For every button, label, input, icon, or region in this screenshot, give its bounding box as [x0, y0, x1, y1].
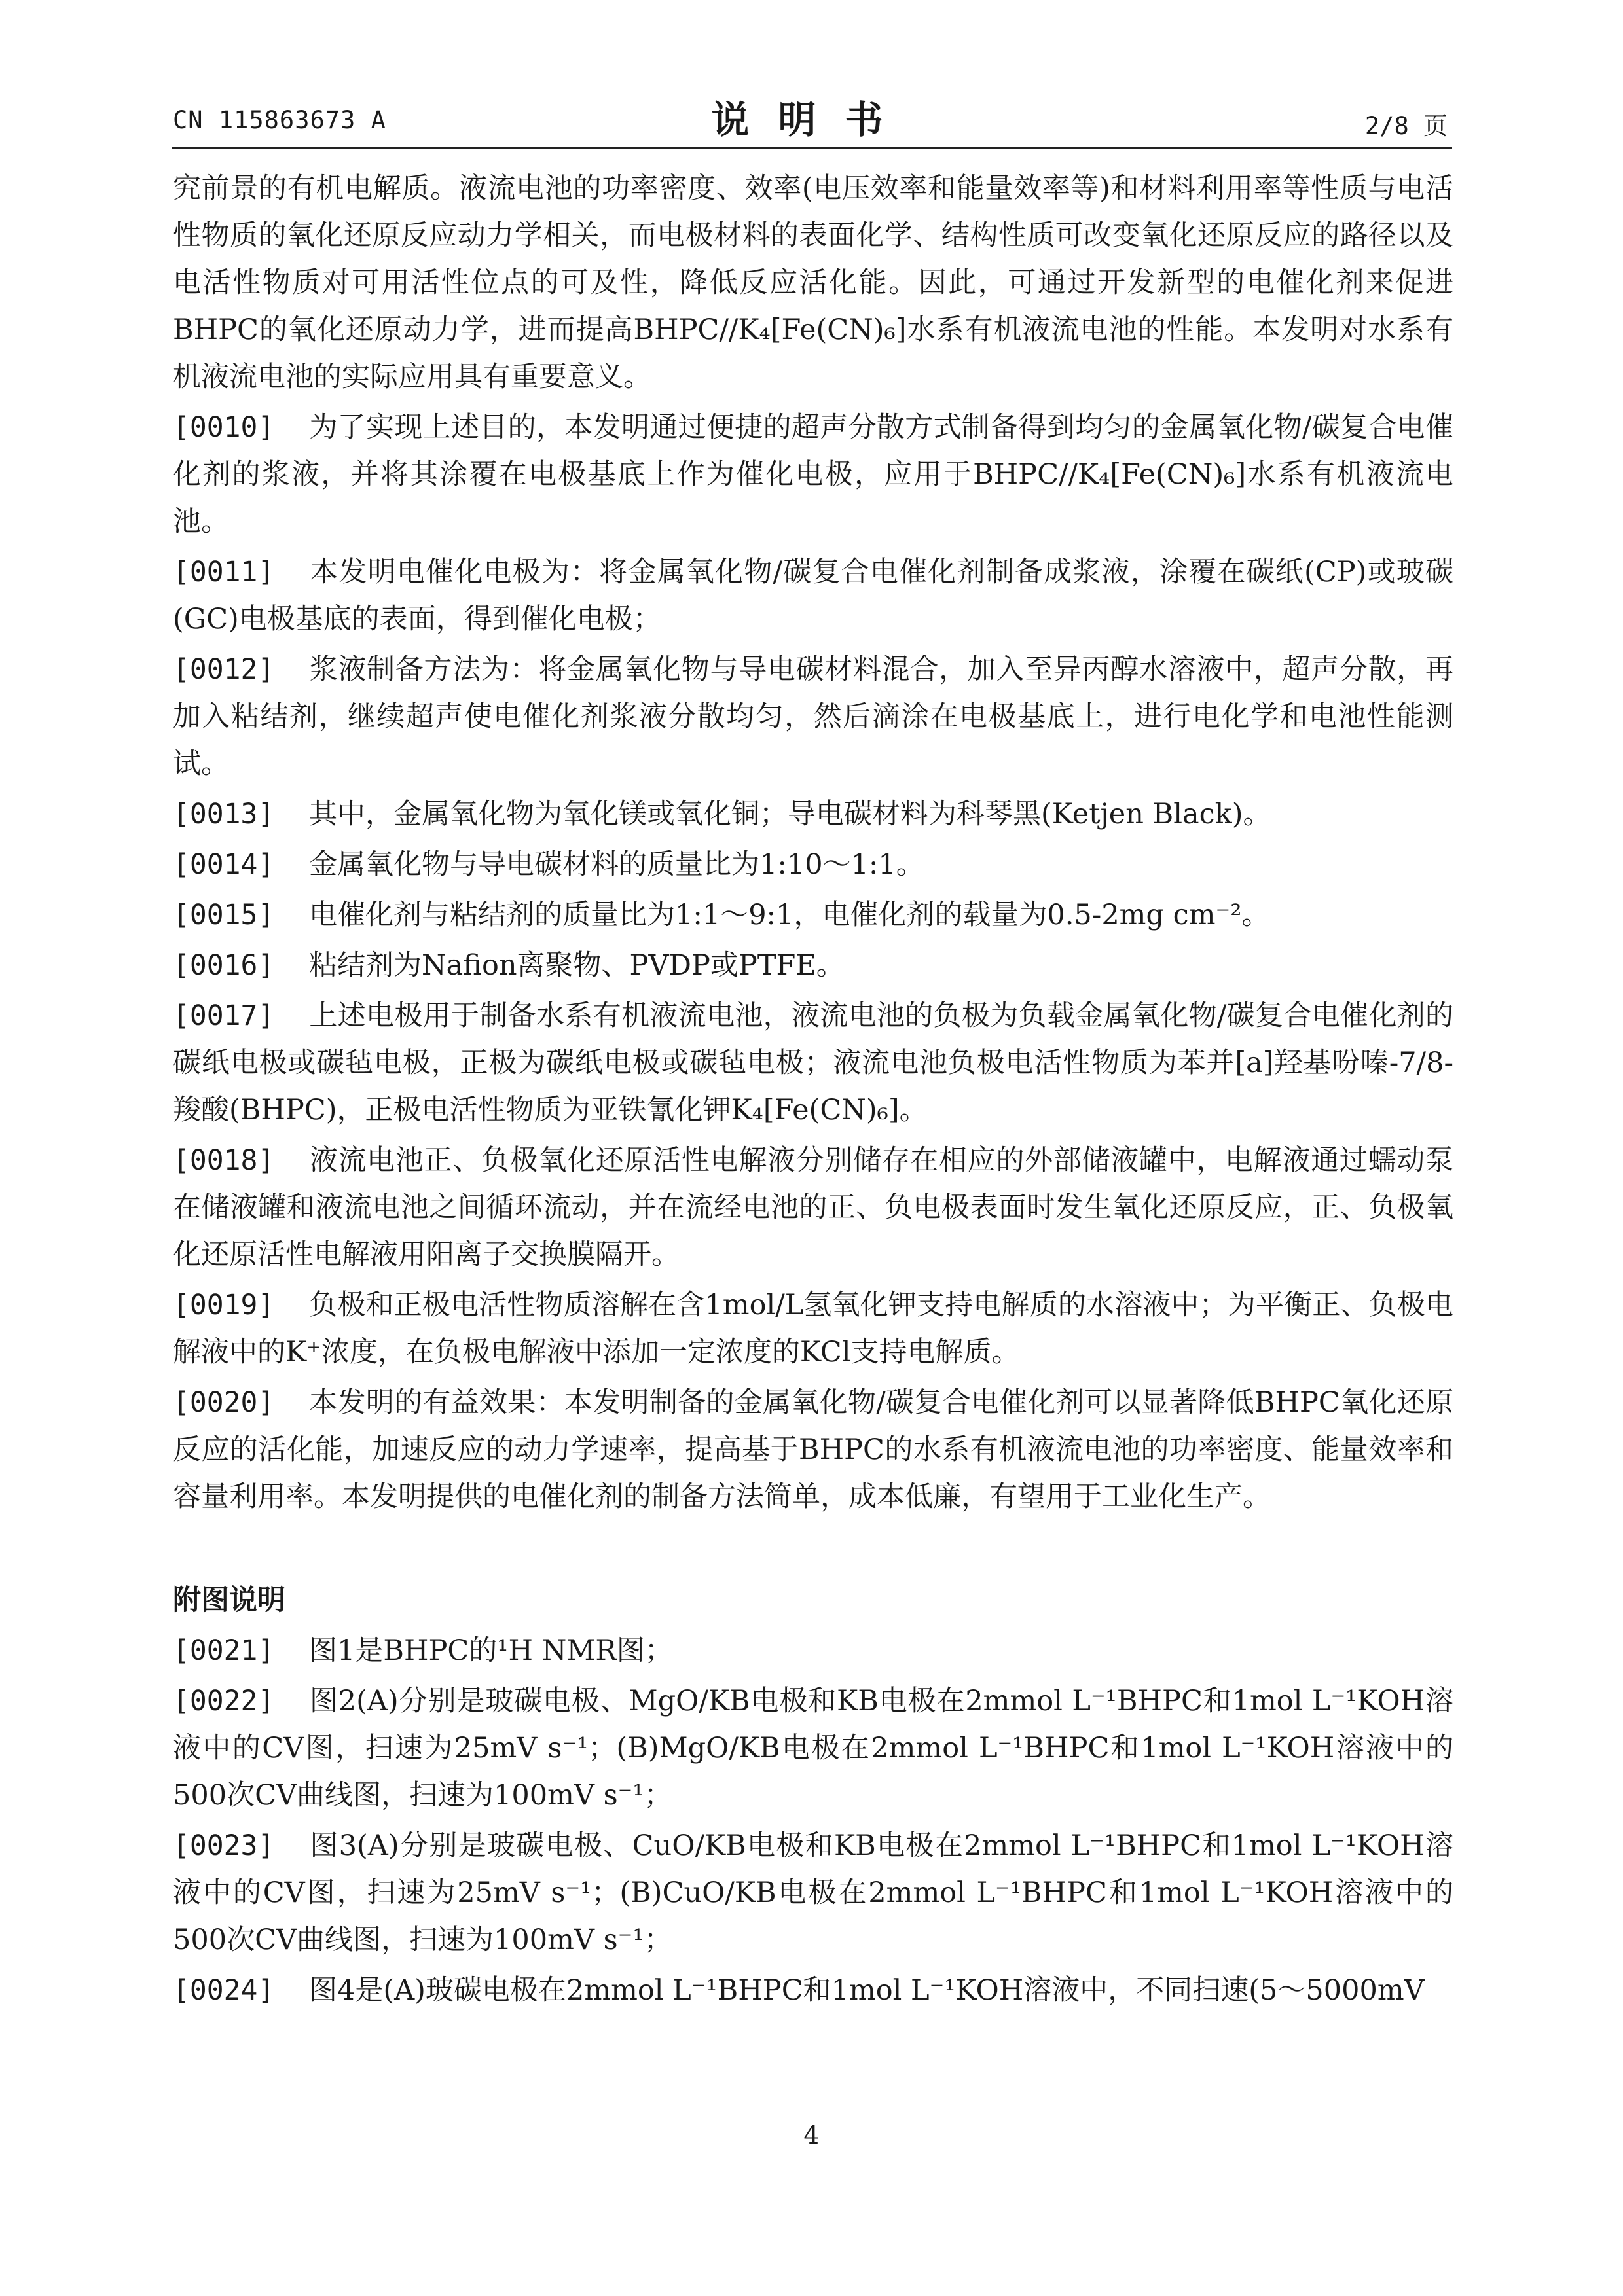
paragraph-0012 — [173, 646, 1453, 787]
document-body — [173, 165, 1453, 2017]
publication-number: CN 115863673 A — [173, 106, 386, 134]
paragraph-text: 上述电极用于制备水系有机液流电池，液流电池的负极为负载金属氧化物/碳复合电催化剂的碳纸电极或碳毡电极，正极为碳纸电极或碳毡电极；液流电池负极电活性物质为苯并[a]羟基吩嗪-7/8-羧酸(BHPC)，正极电活性物质为亚铁氰化钾K₄[Fe(CN)₆]。 — [173, 999, 1453, 1126]
paragraph-number: [0023] — [173, 1829, 275, 1862]
paragraph-0019 — [173, 1282, 1453, 1376]
paragraph-number: [0010] — [173, 411, 275, 444]
paragraph-text: 图4是(A)玻碳电极在2mmol L⁻¹BHPC和1mol L⁻¹KOH溶液中，不同扫速(5～5000mV — [309, 1974, 1425, 2007]
paragraph-text: 图3(A)分别是玻碳电极、CuO/KB电极和KB电极在2mmol L⁻¹BHPC和1mol L⁻¹KOH溶液中的CV图，扫速为25mV s⁻¹；(B)CuO/KB电极在2mmol L⁻¹BHPC和1mol L⁻¹KOH溶液中的500次CV曲线图，扫速为100mV s⁻¹； — [173, 1829, 1453, 1956]
paragraph-text: 金属氧化物与导电碳材料的质量比为1:10～1:1。 — [309, 848, 924, 881]
paragraph-0016 — [173, 942, 1453, 989]
paragraph-text: 浆液制备方法为：将金属氧化物与导电碳材料混合，加入至异丙醇水溶液中，超声分散，再加入粘结剂，继续超声使电催化剂浆液分散均匀，然后滴涂在电极基底上，进行电化学和电池性能测试。 — [173, 653, 1453, 780]
paragraph-0015 — [173, 891, 1453, 939]
paragraph-text: 负极和正极电活性物质溶解在含1mol/L氢氧化钾支持电解质的水溶液中；为平衡正、负极电解液中的K⁺浓度，在负极电解液中添加一定浓度的KCl支持电解质。 — [173, 1289, 1453, 1369]
paragraph-0024 — [173, 1967, 1453, 2014]
paragraph-text: 其中，金属氧化物为氧化镁或氧化铜；导电碳材料为科琴黑(Ketjen Black)。 — [309, 798, 1271, 831]
paragraph-number: [0022] — [173, 1685, 275, 1717]
paragraph-number: [0014] — [173, 848, 275, 881]
page-info: 2/8 页 — [1364, 112, 1448, 140]
paragraph-text: 本发明的有益效果：本发明制备的金属氧化物/碳复合电催化剂可以显著降低BHPC氧化还原反应的活化能，加速反应的动力学速率，提高基于BHPC的水系有机液流电池的功率密度、能量效率和容量利用率。本发明提供的电催化剂的制备方法简单，成本低廉，有望用于工业化生产。 — [173, 1386, 1453, 1513]
header-divider — [172, 147, 1452, 149]
paragraph-number: [0012] — [173, 653, 275, 686]
paragraph-0011 — [173, 548, 1453, 643]
document-title: 说明书 — [711, 98, 912, 142]
paragraph-0014 — [173, 841, 1453, 888]
paragraph-0022 — [173, 1677, 1453, 1819]
paragraph-number: [0024] — [173, 1974, 275, 2007]
paragraph-number: [0017] — [173, 999, 275, 1032]
paragraph-0023 — [173, 1822, 1453, 1964]
paragraph-number: [0018] — [173, 1144, 275, 1177]
paragraph-number: [0020] — [173, 1386, 275, 1419]
paragraph-number: [0011] — [173, 556, 275, 588]
paragraph-text: 为了实现上述目的，本发明通过便捷的超声分散方式制备得到均匀的金属氧化物/碳复合电催化剂的浆液，并将其涂覆在电极基底上作为催化电极，应用于BHPC//K₄[Fe(CN)₆]水系有机液流电池。 — [173, 411, 1453, 538]
paragraph-0020 — [173, 1379, 1453, 1520]
paragraph-number: [0016] — [173, 949, 275, 982]
paragraph-number: [0021] — [173, 1634, 275, 1667]
paragraph-0017 — [173, 992, 1453, 1134]
paragraph-0021 — [173, 1627, 1453, 1674]
paragraph-text: 图2(A)分别是玻碳电极、MgO/KB电极和KB电极在2mmol L⁻¹BHPC和1mol L⁻¹KOH溶液中的CV图，扫速为25mV s⁻¹；(B)MgO/KB电极在2mmol L⁻¹BHPC和1mol L⁻¹KOH溶液中的500次CV曲线图，扫速为100mV s⁻¹； — [173, 1685, 1453, 1812]
paragraph-0010 — [173, 404, 1453, 545]
paragraph-number: [0013] — [173, 798, 275, 831]
paragraph-0013 — [173, 791, 1453, 838]
paragraph-text: 粘结剂为Nafion离聚物、PVDP或PTFE。 — [309, 949, 845, 982]
paragraph-number: [0015] — [173, 899, 275, 931]
section-heading: 附图说明 — [173, 1584, 285, 1617]
continuation-paragraph: 究前景的有机电解质。液流电池的功率密度、效率(电压效率和能量效率等)和材料利用率等性质与电活性物质的氧化还原反应动力学相关，而电极材料的表面化学、结构性质可改变氧化还原反应的路径以及电活性物质对可用活性位点的可及性，降低反应活化能。因此，可通过开发新型的电催化剂来促进BHPC的氧化还原动力学，进而提高BHPC//K₄[Fe(CN)₆]水系有机液流电池的性能。本发明对水系有机液流电池的实际应用具有重要意义。 — [173, 172, 1453, 393]
paragraph-number: [0019] — [173, 1289, 275, 1321]
paragraph-text: 液流电池正、负极氧化还原活性电解液分别储存在相应的外部储液罐中，电解液通过蠕动泵在储液罐和液流电池之间循环流动，并在流经电池的正、负电极表面时发生氧化还原反应，正、负极氧化还原活性电解液用阳离子交换膜隔开。 — [173, 1144, 1453, 1271]
page-header — [0, 0, 1623, 151]
paragraph-text: 本发明电催化电极为：将金属氧化物/碳复合电催化剂制备成浆液，涂覆在碳纸(CP)或玻碳(GC)电极基底的表面，得到催化电极； — [173, 556, 1453, 636]
paragraph-0018 — [173, 1137, 1453, 1278]
paragraph-text: 电催化剂与粘结剂的质量比为1:1～9:1，电催化剂的载量为0.5-2mg cm⁻²。 — [309, 899, 1270, 931]
page-number: 4 — [803, 2121, 820, 2149]
paragraph-text: 图1是BHPC的¹H NMR图； — [309, 1634, 673, 1667]
